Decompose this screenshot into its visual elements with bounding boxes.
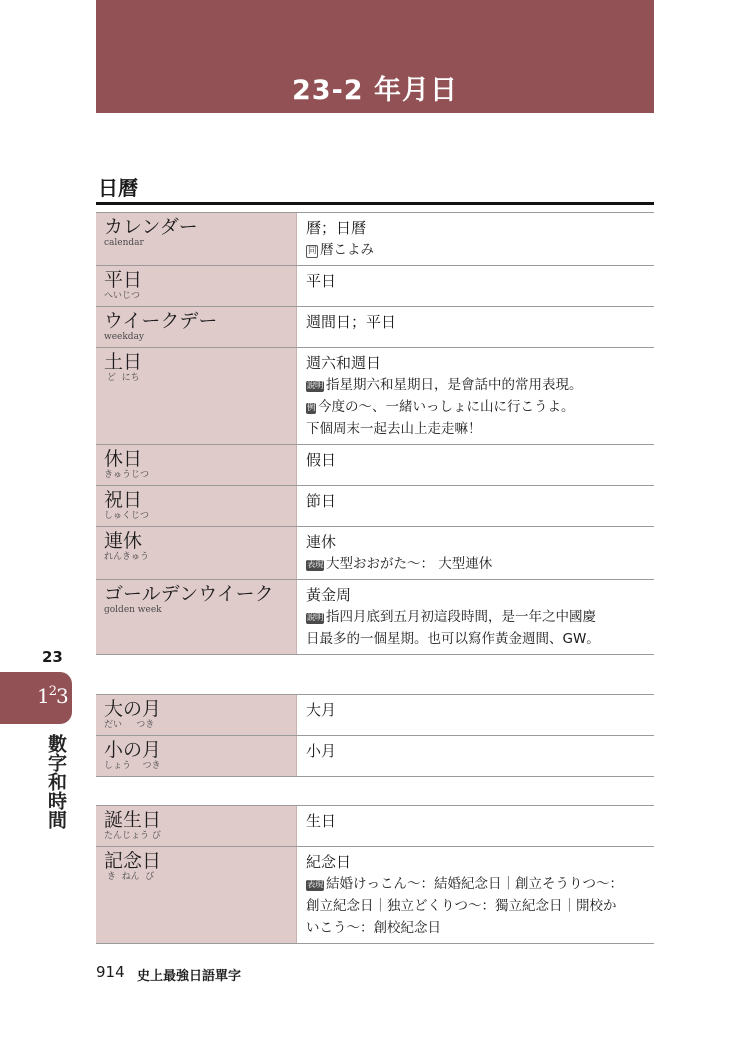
- note-line: [306, 239, 648, 261]
- term-word: 小の月: [104, 739, 162, 761]
- term-word: 祝日: [104, 489, 143, 511]
- meaning-cell: [297, 580, 654, 654]
- term-reading: しゅくじつ: [104, 511, 150, 521]
- term-reading: へいじつ: [104, 291, 141, 301]
- chapter-number: 23: [42, 648, 63, 666]
- note-text: 日最多的一個星期。也可以寫作黃金週間、GW。: [306, 631, 600, 647]
- vocab-row: [96, 486, 654, 527]
- note-text: 今度の～、一緒いっしょに山に行こうよ。: [318, 399, 575, 415]
- vocab-row: [96, 736, 654, 777]
- note-line: [306, 917, 648, 939]
- meaning-text: 紀念日: [306, 853, 352, 871]
- meaning-cell: [297, 348, 654, 444]
- vocab-table: [96, 694, 654, 777]
- meaning-cell: [297, 213, 654, 265]
- term-word: 大の月: [104, 698, 162, 720]
- note-line: [306, 553, 648, 575]
- note-text: 指星期六和星期日，是會話中的常用表現。: [326, 377, 583, 393]
- term-cell: [96, 486, 297, 526]
- term-cell: [96, 847, 297, 943]
- term-word: 休日: [104, 448, 143, 470]
- meaning-text: 大月: [306, 701, 337, 719]
- note-text: いこう～：創校紀念日: [306, 920, 441, 936]
- meaning-text: 曆；日曆: [306, 219, 367, 237]
- meaning-text: 小月: [306, 742, 337, 760]
- term-cell: [96, 736, 297, 776]
- heading-divider: [96, 202, 654, 205]
- note-text: 大型おおがた～： 大型連休: [326, 556, 493, 572]
- note-text: 創立紀念日｜独立どくりつ～：獨立紀念日｜開校か: [306, 898, 617, 914]
- note-tag-badge: 表現: [307, 560, 324, 570]
- term-reading: golden week: [104, 605, 162, 615]
- meaning-text: 生日: [306, 812, 337, 830]
- page-number: 914: [96, 963, 125, 981]
- note-tag-badge: 說明: [307, 613, 324, 623]
- note-text: 暦こよみ: [320, 242, 375, 258]
- term-cell: [96, 348, 297, 444]
- note-line: [306, 628, 648, 650]
- meaning-cell: [297, 486, 654, 526]
- term-cell: [96, 695, 297, 735]
- term-word: 土日: [104, 351, 143, 373]
- note-tag-badge: 同: [308, 246, 317, 256]
- vocab-row: [96, 527, 654, 580]
- term-reading: しょう つき: [104, 761, 161, 771]
- note-text: 結婚けっこん～：結婚紀念日｜創立そうりつ～：: [326, 876, 624, 892]
- meaning-cell: [297, 266, 654, 306]
- term-reading: き ねん び: [104, 872, 155, 882]
- term-cell: [96, 527, 297, 579]
- note-tag-badge: 例: [307, 403, 316, 413]
- meaning-text: 週六和週日: [306, 354, 382, 372]
- meaning-cell: [297, 445, 654, 485]
- vocab-row: [96, 806, 654, 847]
- vocab-row: [96, 213, 654, 266]
- term-cell: [96, 266, 297, 306]
- term-reading: calendar: [104, 238, 144, 248]
- vocab-row: [96, 847, 654, 944]
- vocab-row: [96, 695, 654, 736]
- term-reading: れんきゅう: [104, 552, 150, 562]
- term-cell: [96, 806, 297, 846]
- term-reading: たんじょう び: [104, 831, 161, 841]
- note-line: [306, 374, 648, 396]
- meaning-cell: [297, 307, 654, 347]
- term-reading: きゅうじつ: [104, 470, 150, 480]
- chapter-tab-icon: [0, 672, 72, 724]
- tab-digit-one: 1: [37, 684, 49, 708]
- term-reading: だい つき: [104, 720, 155, 730]
- section-title: 23-2 年月日: [292, 75, 458, 106]
- term-reading: ど にち: [104, 373, 140, 383]
- term-word: カレンダー: [104, 216, 198, 238]
- term-reading: weekday: [104, 332, 145, 342]
- term-word: ゴールデンウイーク: [104, 583, 274, 605]
- vocab-table: [96, 805, 654, 944]
- term-word: ウイークデー: [104, 310, 218, 332]
- vocab-row: [96, 348, 654, 445]
- vocab-row: [96, 307, 654, 348]
- term-cell: [96, 445, 297, 485]
- vocab-row: [96, 445, 654, 486]
- note-tag-badge: 表現: [307, 880, 324, 890]
- meaning-text: 連休: [306, 533, 337, 551]
- book-title: 史上最強日語單字: [137, 969, 242, 984]
- chapter-banner: [96, 0, 654, 113]
- meaning-text: 黃金周: [306, 586, 352, 604]
- meaning-cell: [297, 695, 654, 735]
- meaning-text: 週間日；平日: [306, 313, 397, 331]
- meaning-cell: [297, 806, 654, 846]
- vocab-row: [96, 266, 654, 307]
- note-line: [306, 396, 648, 418]
- note-text: 指四月底到五月初這段時間，是一年之中國慶: [326, 609, 597, 625]
- term-word: 平日: [104, 269, 143, 291]
- meaning-text: 節日: [306, 492, 337, 510]
- meaning-text: 平日: [306, 272, 337, 290]
- note-line: [306, 895, 648, 917]
- vocab-row: [96, 580, 654, 655]
- note-line: [306, 873, 648, 895]
- term-cell: [96, 213, 297, 265]
- note-text: 下個周末一起去山上走走嘛！: [306, 421, 482, 437]
- term-word: 記念日: [104, 850, 162, 872]
- chapter-title: 數字和時間: [45, 734, 67, 829]
- section-heading: 日曆: [98, 176, 138, 200]
- note-line: [306, 606, 648, 628]
- term-cell: [96, 580, 297, 654]
- meaning-cell: [297, 847, 654, 943]
- meaning-text: 假日: [306, 451, 337, 469]
- vocab-table: [96, 212, 654, 655]
- note-line: [306, 418, 648, 440]
- term-word: 連休: [104, 530, 143, 552]
- meaning-cell: [297, 736, 654, 776]
- tab-digit-three: 3: [56, 684, 68, 708]
- note-tag-badge: 說明: [307, 381, 324, 391]
- meaning-cell: [297, 527, 654, 579]
- term-cell: [96, 307, 297, 347]
- tab-digit-two: 2: [48, 684, 57, 699]
- term-word: 誕生日: [104, 809, 162, 831]
